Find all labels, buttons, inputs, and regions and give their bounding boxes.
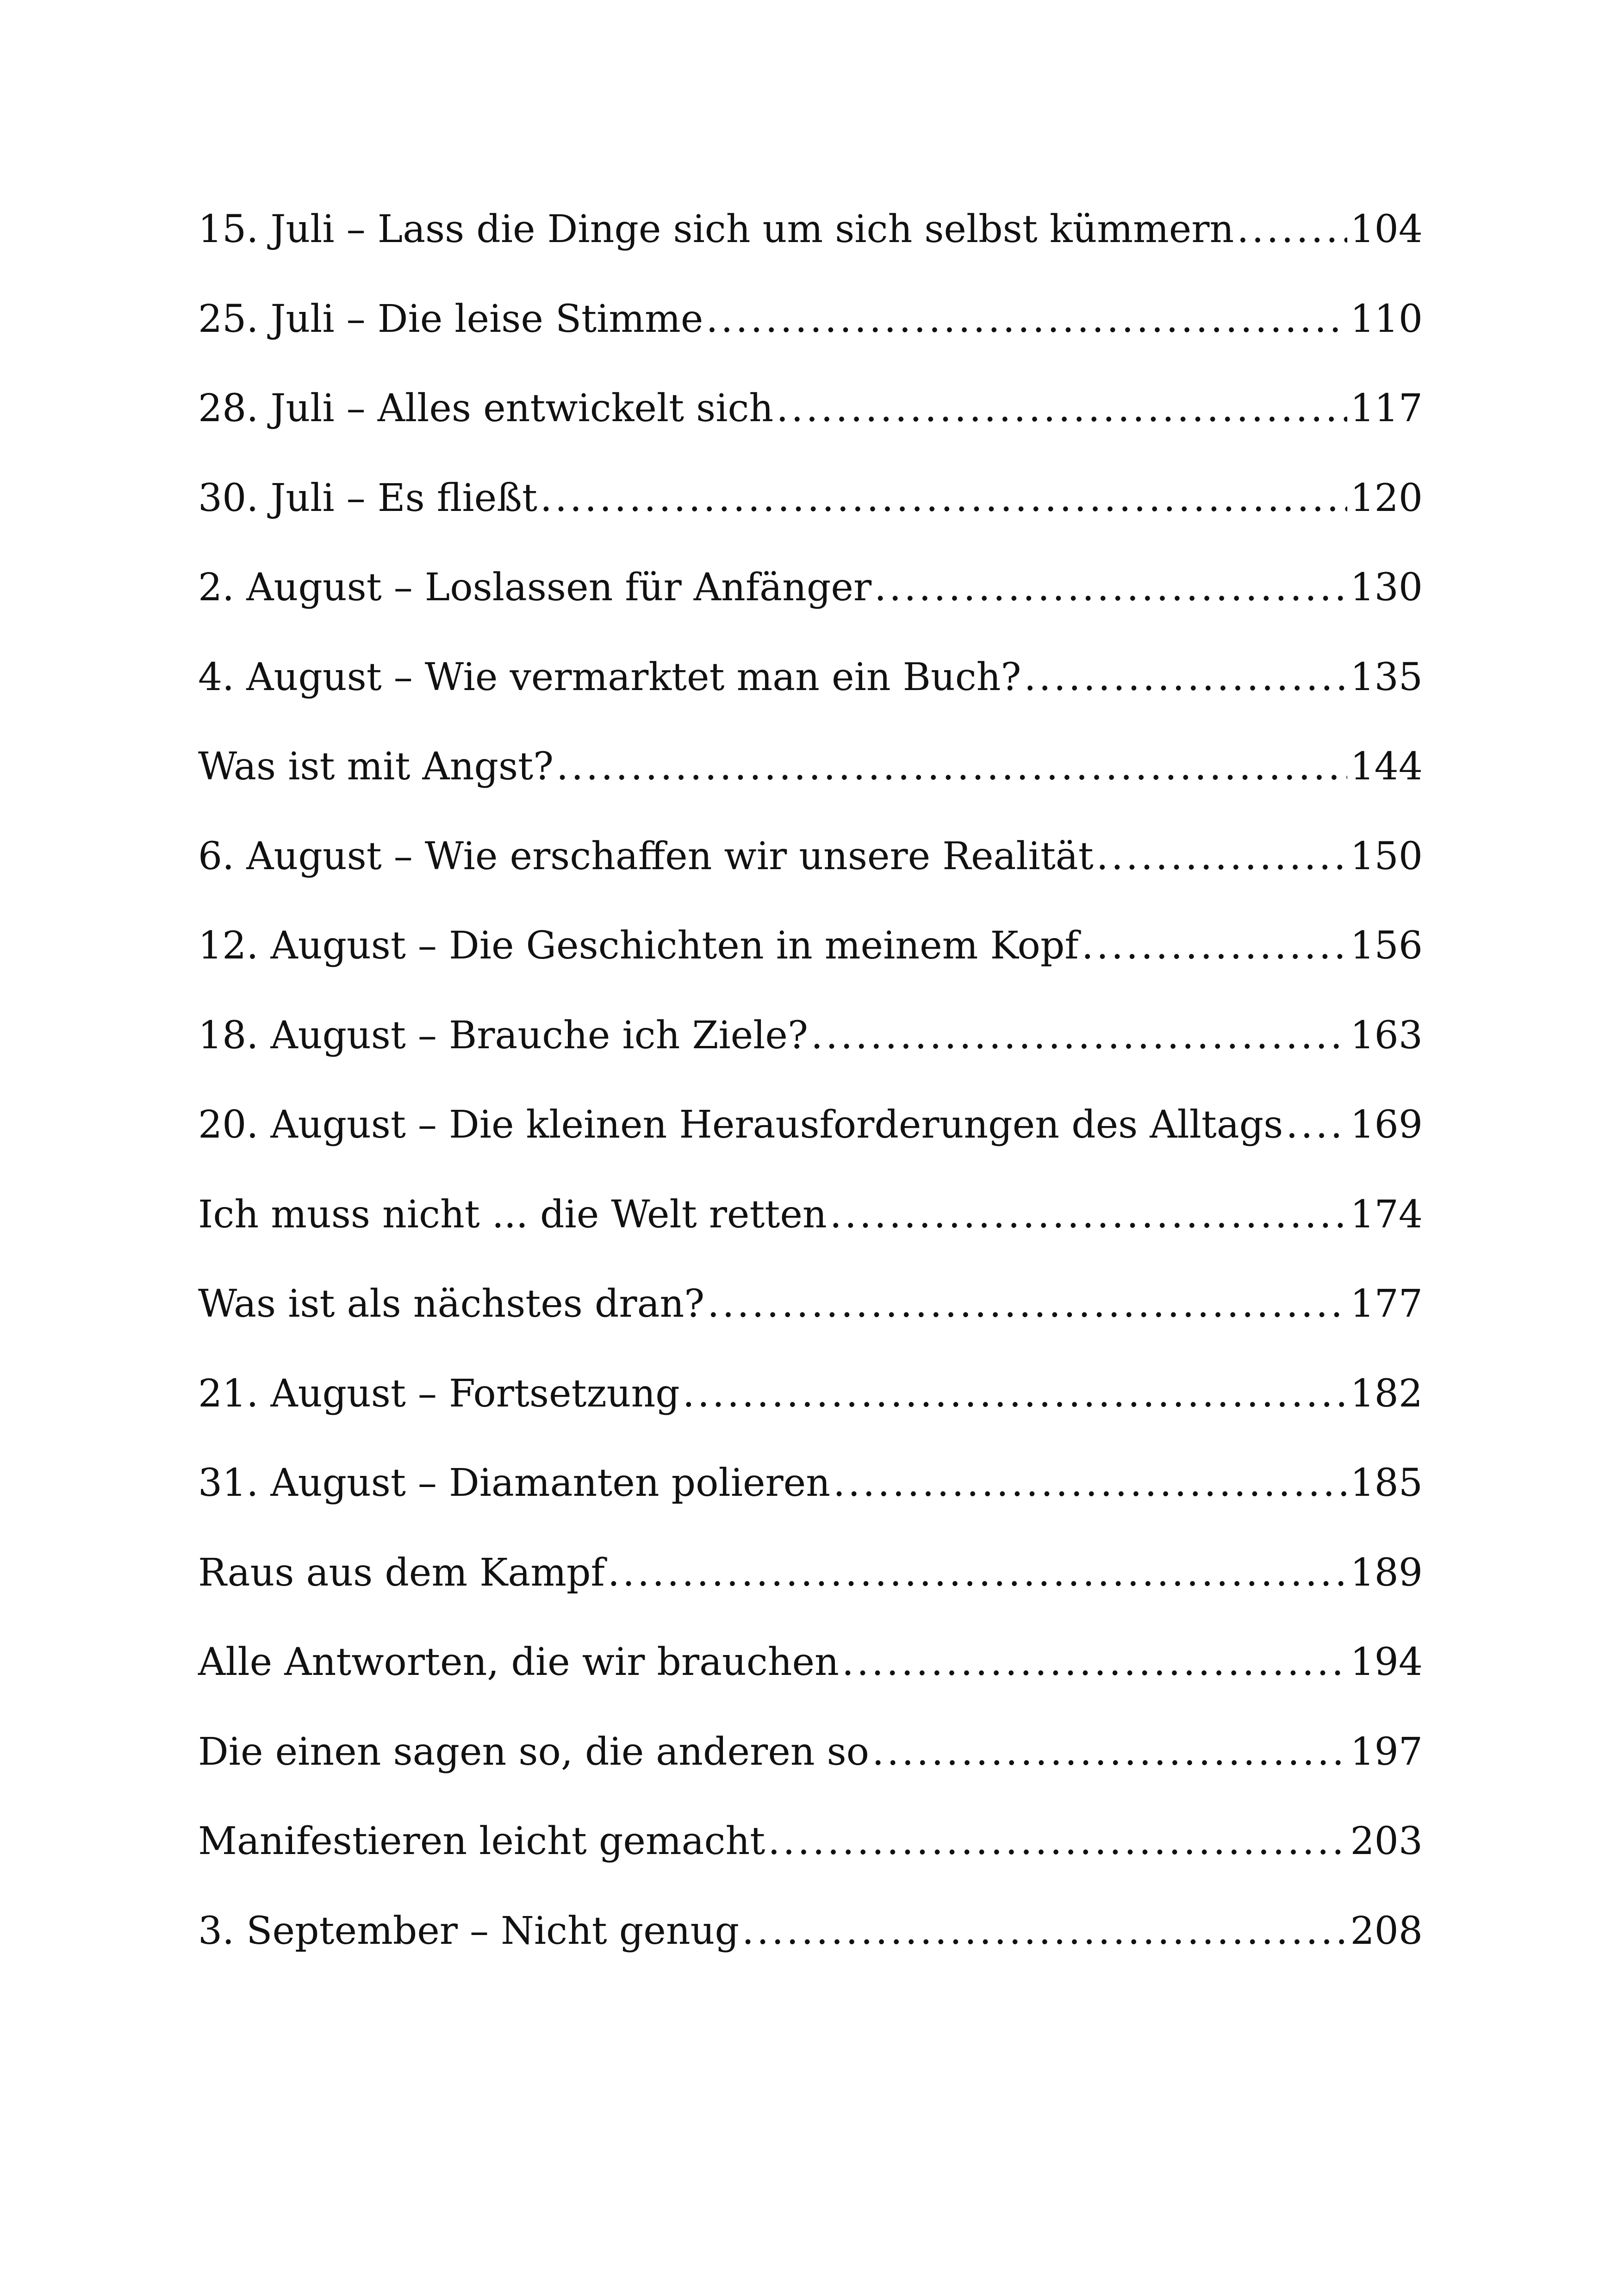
toc-entry-page: 174 [1350,1192,1423,1237]
toc-entry [198,745,1423,838]
toc-entry-title: 21. August – Fortsetzung [198,1371,680,1416]
toc-entry-title: 28. Juli – Alles entwickelt sich [198,386,774,430]
dot-leader [556,748,1347,786]
toc-entry-title: Manifestieren leicht gemacht [198,1819,765,1863]
toc-entry [198,1730,1423,1823]
toc-entry-page: 120 [1350,476,1423,520]
dot-leader [1024,659,1347,697]
toc-entry [198,1640,1423,1733]
toc-entry [198,1550,1423,1644]
dot-leader [1286,1106,1347,1144]
dot-leader [1237,211,1347,249]
toc-entry-page: 185 [1350,1461,1423,1505]
toc-entry [198,834,1423,927]
toc-entry [198,1461,1423,1554]
toc-entry [198,655,1423,748]
toc-entry-page: 163 [1350,1013,1423,1058]
toc-entry [198,924,1423,1017]
dot-leader [768,1823,1347,1860]
dot-leader [833,1464,1347,1502]
toc-entry-page: 156 [1350,924,1423,968]
toc-entry-page: 208 [1350,1909,1423,1953]
dot-leader [776,390,1347,428]
toc-entry-title: 20. August – Die kleinen Herausforderungen des Alltags [198,1103,1283,1147]
table-of-contents [198,207,1423,2002]
toc-entry-title: 6. August – Wie erschaffen wir unsere Realität [198,834,1094,878]
toc-entry-title: Was ist mit Angst? [198,745,554,789]
toc-entry-page: 110 [1350,297,1423,341]
toc-entry [198,1192,1423,1286]
toc-entry-title: 31. August – Diamanten polieren [198,1461,831,1505]
toc-entry [198,1819,1423,1912]
dot-leader [830,1196,1348,1234]
dot-leader [683,1375,1348,1413]
toc-entry-title: 12. August – Die Geschichten in meinem Kopf [198,924,1079,968]
toc-entry-page: 182 [1350,1371,1423,1416]
toc-entry-title: Die einen sagen so, die anderen so [198,1730,870,1774]
toc-entry-title: Raus aus dem Kampf [198,1550,605,1595]
toc-entry-page: 197 [1350,1730,1423,1774]
toc-entry-page: 150 [1350,834,1423,878]
toc-entry-title: 2. August – Loslassen für Anfänger [198,566,872,610]
toc-entry-page: 177 [1350,1282,1423,1326]
dot-leader [540,479,1348,517]
dot-leader [811,1017,1348,1055]
toc-entry-page: 203 [1350,1819,1423,1863]
toc-entry-title: 4. August – Wie vermarktet man ein Buch? [198,655,1021,699]
toc-entry-page: 144 [1350,745,1423,789]
toc-entry [198,476,1423,569]
dot-leader [1082,927,1348,965]
toc-entry [198,1282,1423,1375]
dot-leader [874,569,1347,607]
toc-entry [198,1371,1423,1465]
toc-entry-page: 189 [1350,1550,1423,1595]
dot-leader [742,1912,1348,1950]
toc-entry-page: 117 [1350,386,1423,430]
toc-entry-page: 104 [1350,207,1423,251]
dot-leader [707,1285,1347,1323]
toc-entry [198,1013,1423,1107]
toc-entry [198,1909,1423,2002]
toc-entry-title: 3. September – Nicht genug [198,1909,739,1953]
toc-entry-page: 194 [1350,1640,1423,1684]
dot-leader [706,300,1347,338]
dot-leader [1096,838,1348,876]
toc-entry-title: 18. August – Brauche ich Ziele? [198,1013,808,1058]
toc-entry-title: 25. Juli – Die leise Stimme [198,297,703,341]
dot-leader [608,1554,1348,1592]
toc-entry-title: Was ist als nächstes dran? [198,1282,705,1326]
toc-entry-page: 169 [1350,1103,1423,1147]
toc-entry-title: Alle Antworten, die wir brauchen [198,1640,839,1684]
toc-entry [198,207,1423,300]
toc-entry-page: 130 [1350,566,1423,610]
toc-entry-title: 15. Juli – Lass die Dinge sich um sich selbst kümmern [198,207,1234,251]
toc-entry-title: Ich muss nicht ... die Welt retten [198,1192,827,1237]
dot-leader [872,1733,1347,1771]
toc-entry-title: 30. Juli – Es fließt [198,476,537,520]
toc-entry [198,1103,1423,1196]
toc-entry [198,386,1423,479]
toc-entry [198,566,1423,659]
dot-leader [842,1643,1348,1681]
toc-entry-page: 135 [1350,655,1423,699]
toc-entry [198,297,1423,390]
